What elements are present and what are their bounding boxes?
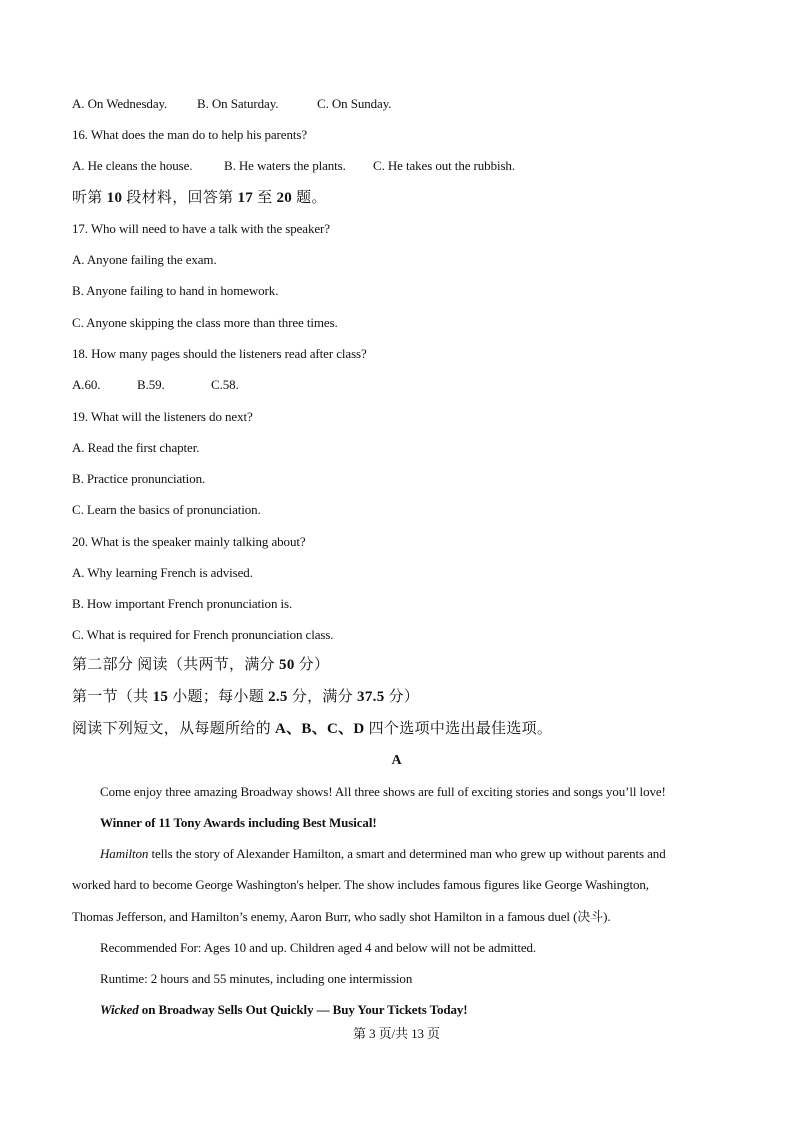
hamilton-title: Hamilton <box>100 846 149 861</box>
q18-option-c: C.58. <box>211 377 239 392</box>
q19-option-c: C. Learn the basics of pronunciation. <box>72 502 261 517</box>
recommended-for: Recommended For: Ages 10 and up. Children aged 4 and below will not be admitted. <box>100 940 537 955</box>
part2-section1-heading <box>72 687 419 707</box>
sec1-text-4: 分） <box>384 689 420 705</box>
q16-option-c: C. He takes out the rubbish. <box>373 158 515 173</box>
sec1-text-2: 小题；每小题 <box>168 689 269 705</box>
hamilton-paragraph-line-2: worked hard to become George Washington's helper. The show includes famous figures like George Washington, <box>72 877 649 892</box>
sec1-text-1: 第一节（共 <box>72 689 153 705</box>
sec1-num-2: 2.5 <box>268 689 288 705</box>
section-10-num-1: 10 <box>106 190 123 206</box>
q19-option-a: A. Read the first chapter. <box>72 440 200 455</box>
section-10-text-3: 至 <box>253 190 277 206</box>
q17-option-c: C. Anyone skipping the class more than three times. <box>72 315 338 330</box>
wicked-heading-text: on Broadway Sells Out Quickly — Buy Your Tickets Today! <box>138 1002 468 1017</box>
q18-option-b: B.59. <box>137 377 165 392</box>
q16-option-a: A. He cleans the house. <box>72 158 193 173</box>
section-10-heading <box>72 188 327 208</box>
q15-options <box>72 96 392 112</box>
part2-text-1: 第二部分 阅读（共两节，满分 <box>72 657 280 673</box>
instruction-text-1: 阅读下列短文，从每题所给的 <box>72 721 275 737</box>
q18-option-a: A.60. <box>72 377 101 392</box>
instruction-text-2: 四个选项中选出最佳选项。 <box>364 721 553 737</box>
sec1-num-3: 37.5 <box>357 689 385 705</box>
passage-heading-tony: Winner of 11 Tony Awards including Best Musical! <box>100 815 377 830</box>
q20-option-b: B. How important French pronunciation is. <box>72 596 293 611</box>
runtime: Runtime: 2 hours and 55 minutes, including one intermission <box>100 971 413 986</box>
q17-option-b: B. Anyone failing to hand in homework. <box>72 283 279 298</box>
q16-option-b: B. He waters the plants. <box>224 158 346 173</box>
sec1-num-1: 15 <box>152 689 169 705</box>
q19-option-b: B. Practice pronunciation. <box>72 471 206 486</box>
hamilton-line-1-text: tells the story of Alexander Hamilton, a smart and determined man who grew up without parents and <box>148 846 666 861</box>
instruction-letters: A、B、C、D <box>274 721 365 737</box>
part2-text-2: 分） <box>294 657 330 673</box>
section-10-text-1: 听第 <box>72 190 107 206</box>
section-10-text-4: 题。 <box>292 190 327 206</box>
q19-question: 19. What will the listeners do next? <box>72 409 253 424</box>
q16-options <box>72 158 515 174</box>
q15-option-a: A. On Wednesday. <box>72 96 168 111</box>
hamilton-paragraph-line-1 <box>100 846 666 862</box>
q20-question: 20. What is the speaker mainly talking about? <box>72 534 306 549</box>
hamilton-paragraph-line-3: Thomas Jefferson, and Hamilton’s enemy, Aaron Burr, who sadly shot Hamilton in a famous duel (决斗). <box>72 909 611 924</box>
q20-option-a: A. Why learning French is advised. <box>72 565 253 580</box>
section-10-num-3: 20 <box>276 190 293 206</box>
wicked-title: Wicked <box>100 1002 139 1017</box>
sec1-text-3: 分，满分 <box>287 689 358 705</box>
q18-options <box>72 377 239 393</box>
q15-option-c: C. On Sunday. <box>317 96 392 111</box>
q20-option-c: C. What is required for French pronunciation class. <box>72 627 334 642</box>
q16-question: 16. What does the man do to help his parents? <box>72 127 307 142</box>
passage-intro: Come enjoy three amazing Broadway shows! All three shows are full of exciting stories and songs you’ll love! <box>100 784 666 799</box>
page-footer: 第 3 页/共 13 页 <box>353 1026 440 1041</box>
q17-option-a: A. Anyone failing the exam. <box>72 252 217 267</box>
part2-heading <box>72 655 329 675</box>
wicked-heading <box>100 1002 468 1018</box>
section-10-num-2: 17 <box>237 190 254 206</box>
q18-question: 18. How many pages should the listeners read after class? <box>72 346 367 361</box>
section-10-text-2: 段材料，回答第 <box>122 190 238 206</box>
passage-letter: A <box>391 753 402 768</box>
q15-option-b: B. On Saturday. <box>197 96 279 111</box>
part2-score: 50 <box>279 657 295 673</box>
reading-instruction <box>72 719 552 739</box>
q17-question: 17. Who will need to have a talk with the speaker? <box>72 221 330 236</box>
